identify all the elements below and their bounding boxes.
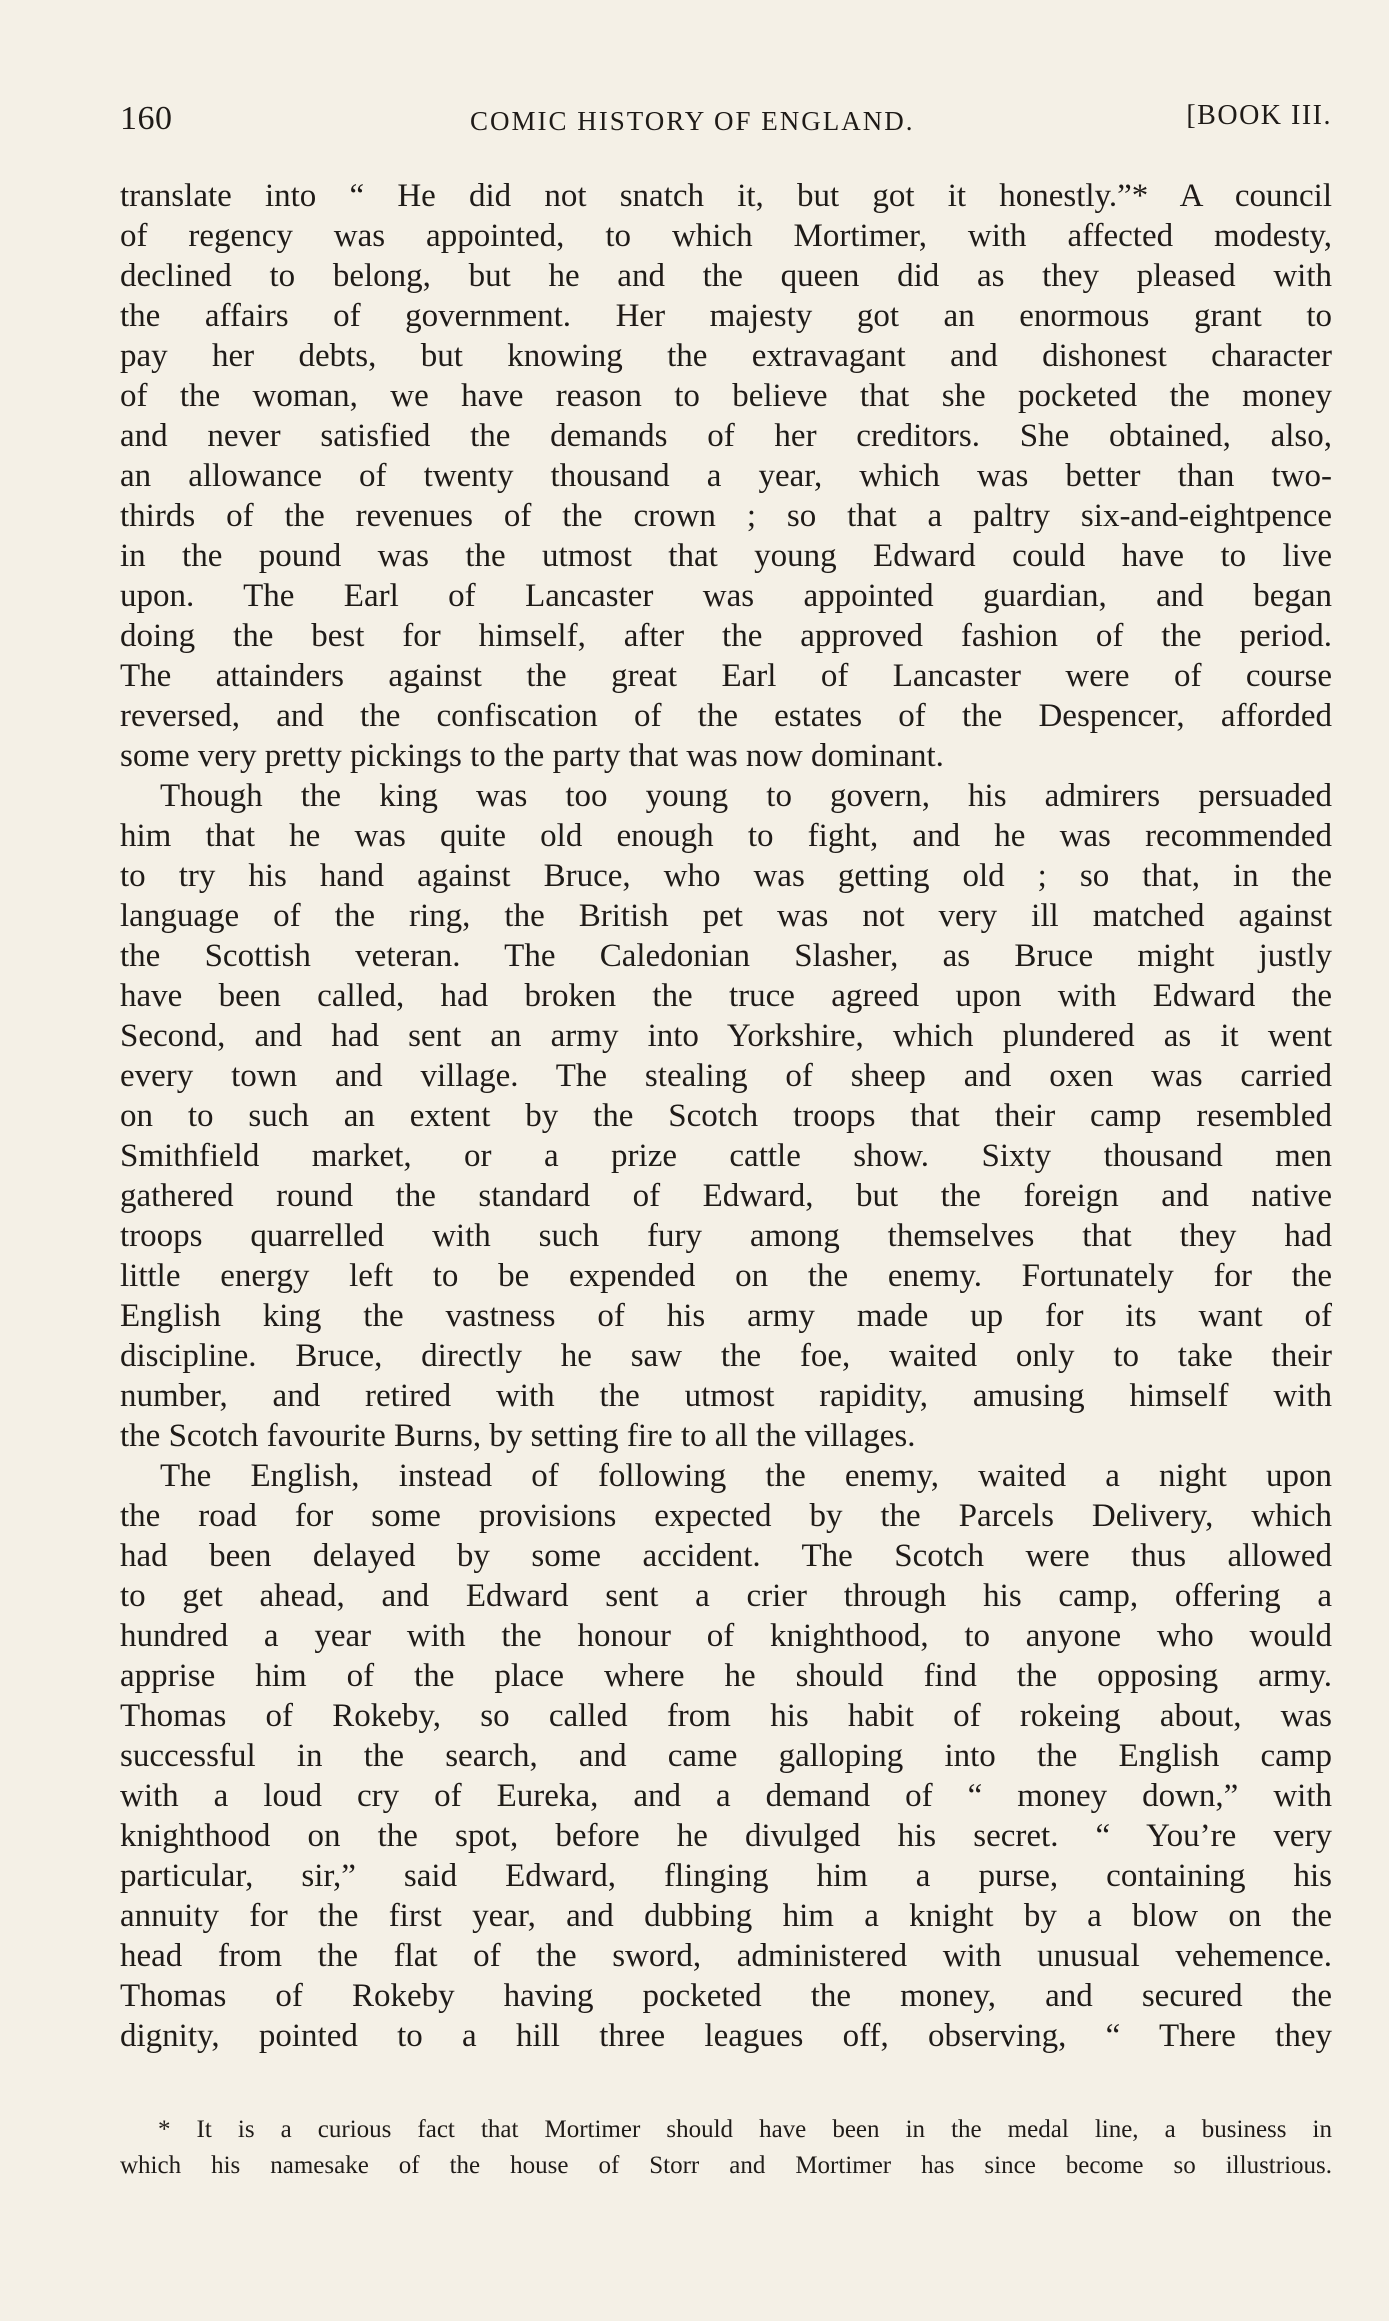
text-line: English king the vastness of his army made up for its want of bbox=[120, 1298, 1332, 1334]
text-line: him that he was quite old enough to fight, and he was recommended bbox=[120, 818, 1332, 854]
text-line: on to such an extent by the Scotch troops that their camp resembled bbox=[120, 1098, 1332, 1134]
text-line: in the pound was the utmost that young Edward could have to live bbox=[120, 538, 1332, 574]
text-line: knighthood on the spot, before he divulged his secret. “ You’re very bbox=[120, 1818, 1332, 1854]
text-line: reversed, and the confiscation of the estates of the Despencer, afforded bbox=[120, 698, 1332, 734]
text-line: had been delayed by some accident. The Scotch were thus allowed bbox=[120, 1538, 1332, 1574]
text-line: the Scotch favourite Burns, by setting fire to all the villages. bbox=[120, 1418, 916, 1454]
text-line: the road for some provisions expected by the Parcels Delivery, which bbox=[120, 1498, 1332, 1534]
text-line: an allowance of twenty thousand a year, which was better than two- bbox=[120, 458, 1332, 494]
text-line: annuity for the first year, and dubbing him a knight by a blow on the bbox=[120, 1898, 1332, 1934]
text-line: every town and village. The stealing of sheep and oxen was carried bbox=[120, 1058, 1332, 1094]
text-line: head from the flat of the sword, administered with unusual vehemence. bbox=[120, 1938, 1332, 1974]
paragraph-start-line: The English, instead of following the enemy, waited a night upon bbox=[160, 1458, 1332, 1494]
text-line: troops quarrelled with such fury among themselves that they had bbox=[120, 1218, 1332, 1254]
text-line: apprise him of the place where he should find the opposing army. bbox=[120, 1658, 1332, 1694]
text-line: of regency was appointed, to which Mortimer, with affected modesty, bbox=[120, 218, 1332, 254]
text-line: The attainders against the great Earl of Lancaster were of course bbox=[120, 658, 1332, 694]
page-header bbox=[120, 100, 1332, 140]
text-line: successful in the search, and came galloping into the English camp bbox=[120, 1738, 1332, 1774]
text-line: upon. The Earl of Lancaster was appointed guardian, and began bbox=[120, 578, 1332, 614]
text-line: declined to belong, but he and the queen did as they pleased with bbox=[120, 258, 1332, 294]
text-line: Second, and had sent an army into Yorkshire, which plundered as it went bbox=[120, 1018, 1332, 1054]
text-line: discipline. Bruce, directly he saw the foe, waited only to take their bbox=[120, 1338, 1332, 1374]
text-line: of the woman, we have reason to believe that she pocketed the money bbox=[120, 378, 1332, 414]
text-line: translate into “ He did not snatch it, but got it honestly.”* A council bbox=[120, 178, 1332, 214]
text-line: little energy left to be expended on the enemy. Fortunately for the bbox=[120, 1258, 1332, 1294]
footnote-line: * It is a curious fact that Mortimer should have been in the medal line, a business in bbox=[158, 2116, 1332, 2143]
text-line: Smithfield market, or a prize cattle show. Sixty thousand men bbox=[120, 1138, 1332, 1174]
text-line: pay her debts, but knowing the extravagant and dishonest character bbox=[120, 338, 1332, 374]
text-line: gathered round the standard of Edward, but the foreign and native bbox=[120, 1178, 1332, 1214]
text-line: Thomas of Rokeby, so called from his habit of rokeing about, was bbox=[120, 1698, 1332, 1734]
paragraph-start-line: Though the king was too young to govern, his admirers persuaded bbox=[160, 778, 1332, 814]
text-line: to get ahead, and Edward sent a crier through his camp, offering a bbox=[120, 1578, 1332, 1614]
text-line: with a loud cry of Eureka, and a demand of “ money down,” with bbox=[120, 1778, 1332, 1814]
running-title: COMIC HISTORY OF ENGLAND. bbox=[470, 106, 915, 136]
text-line: thirds of the revenues of the crown ; so that a paltry six-and-eightpence bbox=[120, 498, 1332, 534]
text-line: Thomas of Rokeby having pocketed the money, and secured the bbox=[120, 1978, 1332, 2014]
body-text bbox=[120, 176, 1332, 2056]
text-line: and never satisfied the demands of her creditors. She obtained, also, bbox=[120, 418, 1332, 454]
footnote bbox=[120, 2112, 1332, 2184]
text-line: doing the best for himself, after the approved fashion of the period. bbox=[120, 618, 1332, 654]
page-number: 160 bbox=[120, 100, 173, 137]
text-line: have been called, had broken the truce agreed upon with Edward the bbox=[120, 978, 1332, 1014]
text-line: to try his hand against Bruce, who was getting old ; so that, in the bbox=[120, 858, 1332, 894]
book-label: [BOOK III. bbox=[1186, 100, 1332, 131]
text-line: particular, sir,” said Edward, flinging him a purse, containing his bbox=[120, 1858, 1332, 1894]
text-line: dignity, pointed to a hill three leagues off, observing, “ There they bbox=[120, 2018, 1332, 2054]
text-line: language of the ring, the British pet was not very ill matched against bbox=[120, 898, 1332, 934]
footnote-line: which his namesake of the house of Storr and Mortimer has since become so illustrious. bbox=[120, 2152, 1332, 2179]
text-line: the affairs of government. Her majesty got an enormous grant to bbox=[120, 298, 1332, 334]
text-line: number, and retired with the utmost rapidity, amusing himself with bbox=[120, 1378, 1332, 1414]
text-line: some very pretty pickings to the party that was now dominant. bbox=[120, 738, 944, 774]
text-line: the Scottish veteran. The Caledonian Slasher, as Bruce might justly bbox=[120, 938, 1332, 974]
text-line: hundred a year with the honour of knighthood, to anyone who would bbox=[120, 1618, 1332, 1654]
